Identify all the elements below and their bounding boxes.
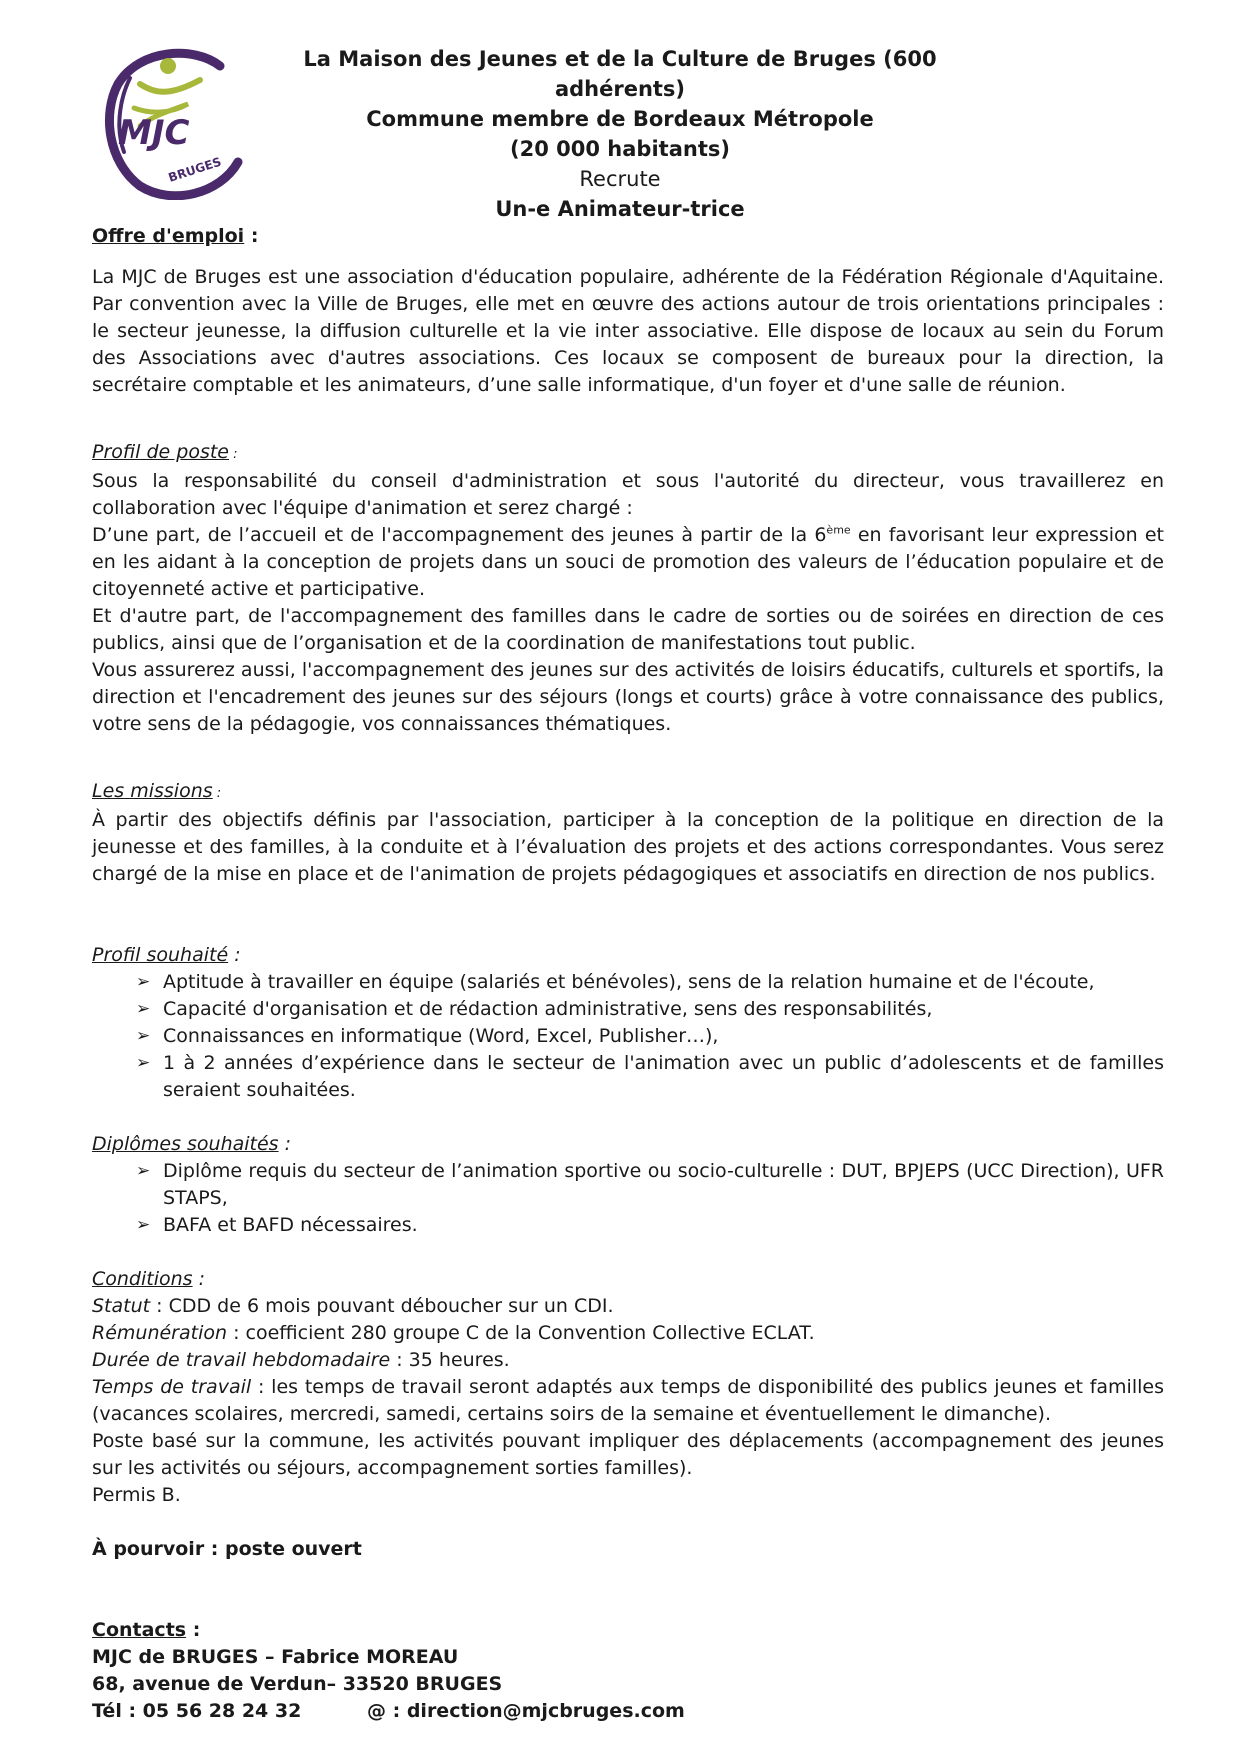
header-line-habitants: (20 000 habitants): [510, 137, 730, 161]
contact-address: 68, avenue de Verdun– 33520 BRUGES: [92, 1673, 503, 1695]
contacts-block: [92, 1617, 1164, 1725]
arrow-bullet-icon: ➢: [136, 1215, 151, 1235]
logo-text: MJC: [118, 113, 190, 153]
section-heading-missions: Les missions :: [92, 780, 222, 802]
contact-phone-email-row: [92, 1698, 1164, 1725]
list-item: ➢ Aptitude à travailler en équipe (salariés et bénévoles), sens de la relation humaine et de l'écoute,: [136, 969, 1164, 996]
header-line-recrute: Recrute: [579, 167, 661, 191]
conditions-permis: Permis B.: [92, 1484, 181, 1506]
arrow-bullet-icon: ➢: [136, 1161, 151, 1181]
header-line-job-title: Un-e Animateur-trice: [495, 197, 745, 221]
offre-text: La MJC de Bruges est une association d'éducation populaire, adhérente de la Fédération Régionale d'Aquitaine. Par convention avec la Ville de Bruges, elle met en œuvre des actions autour de trois orientations principales : le secteur jeunesse, la diffusion culturelle et la vie inter associative. Elle dispose de locaux au sein du Forum des Associations avec d'autres associations. Ces locaux se composent de bureaux pour la direction, la secrétaire comptable et les animateurs, d’une salle informatique, d'un foyer et d'une salle de réunion.: [92, 266, 1164, 396]
section-heading-offre: Offre d'emploi :: [92, 225, 259, 247]
a-pourvoir: À pourvoir : poste ouvert: [92, 1538, 362, 1560]
profil-poste-paragraph-1: D’une part, de l’accueil et de l'accompagnement des jeunes à partir de la 6ème en favorisant leur expression et en les aidant à la conception de projets dans un souci de promotion des valeurs de l’éducation populaire et de citoyenneté active et participative.: [92, 523, 1164, 600]
conditions-duree: Durée de travail hebdomadaire : 35 heures.: [92, 1349, 510, 1371]
list-item: ➢ Diplôme requis du secteur de l’animation sportive ou socio-culturelle : DUT, BPJEPS (UCC Direction), UFR STAPS,: [136, 1160, 1164, 1209]
section-heading-diplomes: Diplômes souhaités :: [92, 1133, 292, 1155]
profil-poste-intro: Sous la responsabilité du conseil d'administration et sous l'autorité du directeur, vous travaillerez en collaboration avec l'équipe d'animation et serez chargé :: [92, 470, 1164, 519]
section-heading-contacts: Contacts :: [92, 1619, 201, 1641]
header-line-commune: Commune membre de Bordeaux Métropole: [366, 107, 874, 131]
header-line-organisation: La Maison des Jeunes et de la Culture de Bruges (600 adhérents): [303, 47, 937, 101]
conditions-temps: Temps de travail : les temps de travail seront adaptés aux temps de disponibilité des publics jeunes et familles (vacances scolaires, mercredi, samedi, certains soirs de la semaine et éventuellement le dimanche).: [92, 1376, 1164, 1425]
diplomes-list: [92, 1158, 1164, 1239]
missions-text: À partir des objectifs définis par l'association, participer à la conception de la politique en direction de la jeunesse et des familles, à la conduite et à l’évaluation des projets et des actions correspondantes. Vous serez chargé de la mise en place et de l'animation de projets pédagogiques et associatifs en direction de nos publics.: [92, 809, 1164, 885]
conditions-poste: Poste basé sur la commune, les activités pouvant impliquer des déplacements (accompagnement des jeunes sur les activités ou séjours, accompagnement sorties familles).: [92, 1430, 1164, 1479]
profil-poste-paragraph-2: Et d'autre part, de l'accompagnement des familles dans le cadre de sorties ou de soirées en direction de ces publics, ainsi que de l’organisation et de la coordination de manifestations tout public.: [92, 605, 1164, 654]
contact-organisation: MJC de BRUGES – Fabrice MOREAU: [92, 1646, 459, 1668]
list-item: ➢ 1 à 2 années d’expérience dans le secteur de l'animation avec un public d’adolescents et de familles seraient souhaitées.: [136, 1052, 1164, 1101]
arrow-bullet-icon: ➢: [136, 1026, 151, 1046]
document-body: [92, 223, 1164, 1725]
logo-ring-text: BRUGES: [166, 154, 224, 185]
arrow-bullet-icon: ➢: [136, 972, 151, 992]
profil-souhaite-list: [92, 969, 1164, 1104]
list-item: ➢ BAFA et BAFD nécessaires.: [136, 1212, 1164, 1239]
section-heading-conditions: Conditions :: [92, 1268, 206, 1290]
header: [250, 44, 990, 224]
section-heading-profil-souhaite: Profil souhaité :: [92, 944, 241, 966]
contact-phone: Tél : 05 56 28 24 32: [92, 1700, 302, 1722]
arrow-bullet-icon: ➢: [136, 999, 151, 1019]
conditions-statut: Statut : CDD de 6 mois pouvant déboucher sur un CDI.: [92, 1295, 614, 1317]
arrow-bullet-icon: ➢: [136, 1053, 151, 1073]
list-item: ➢ Connaissances en informatique (Word, Excel, Publisher…),: [136, 1023, 1164, 1050]
list-item: ➢ Capacité d'organisation et de rédaction administrative, sens des responsabilités,: [136, 996, 1164, 1023]
logo-graphic: [100, 44, 250, 200]
section-heading-profil-poste: Profil de poste :: [92, 441, 238, 463]
conditions-remuneration: Rémunération : coefficient 280 groupe C de la Convention Collective ECLAT.: [92, 1322, 815, 1344]
profil-poste-paragraph-3: Vous assurerez aussi, l'accompagnement des jeunes sur des activités de loisirs éducatifs, culturels et sportifs, la direction et l'encadrement des jeunes sur des séjours (longs et courts) grâce à votre connaissance des publics, votre sens de la pédagogie, vos connaissances thématiques.: [92, 659, 1164, 735]
mjc-bruges-logo: [100, 44, 250, 200]
contact-email: @ : direction@mjcbruges.com: [367, 1700, 685, 1722]
